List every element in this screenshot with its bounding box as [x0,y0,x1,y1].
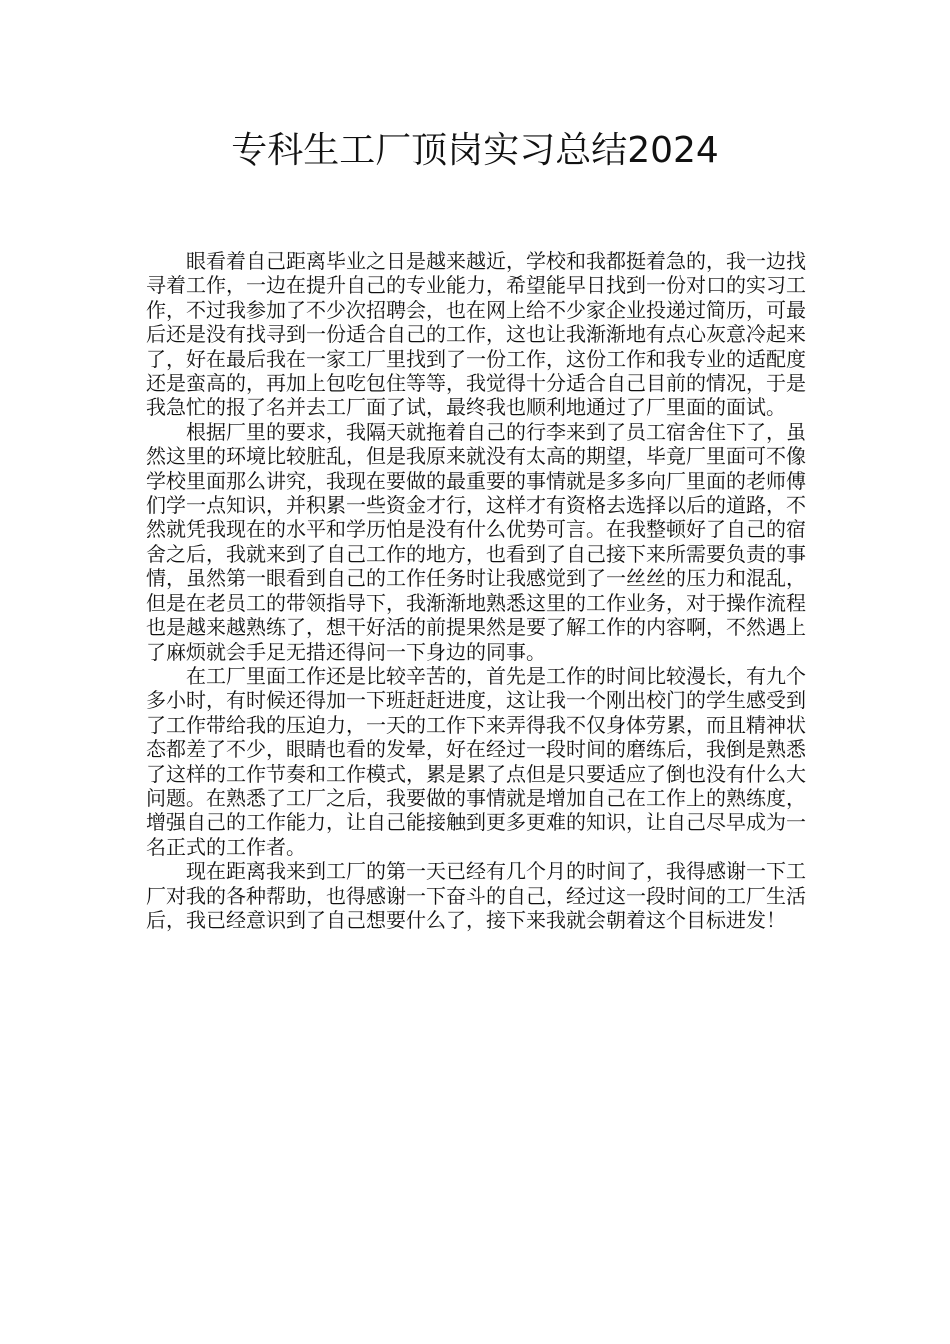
document-body [146,249,806,932]
paragraph-3: 在工厂里面工作还是比较辛苦的，首先是工作的时间比较漫长，有九个多小时，有时候还得加一下班赶赶进度，这让我一个刚出校门的学生感受到了工作带给我的压迫力，一天的工作下来弄得我不仅身体劳累，而且精神状态都差了不少，眼睛也看的发晕，好在经过一段时间的磨练后，我倒是熟悉了这样的工作节奏和工作模式，累是累了点但是只要适应了倒也没有什么大问题。在熟悉了工厂之后，我要做的事情就是增加自己在工作上的熟练度，增强自己的工作能力，让自己能接触到更多更难的知识，让自己尽早成为一名正式的工作者。 [146,663,806,859]
document-title: 专科生工厂顶岗实习总结2024 [231,130,719,171]
paragraph-4: 现在距离我来到工厂的第一天已经有几个月的时间了，我得感谢一下工厂对我的各种帮助，也得感谢一下奋斗的自己，经过这一段时间的工厂生活后，我已经意识到了自己想要什么了，接下来我就会朝着这个目标进发！ [146,859,806,932]
paragraph-2: 根据厂里的要求，我隔天就拖着自己的行李来到了员工宿舍住下了，虽然这里的环境比较脏乱，但是我原来就没有太高的期望，毕竟厂里面可不像学校里面那么讲究，我现在要做的最重要的事情就是多多向厂里面的老师傅们学一点知识，并积累一些资金才行，这样才有资格去选择以后的道路，不然就凭我现在的水平和学历怕是没有什么优势可言。在我整顿好了自己的宿舍之后，我就来到了自己工作的地方，也看到了自己接下来所需要负责的事情，虽然第一眼看到自己的工作任务时让我感觉到了一丝丝的压力和混乱，但是在老员工的带领指导下，我渐渐地熟悉这里的工作业务，对于操作流程也是越来越熟练了，想干好活的前提果然是要了解工作的内容啊，不然遇上了麻烦就会手足无措还得问一下身边的同事。 [146,419,806,664]
paragraph-1: 眼看着自己距离毕业之日是越来越近，学校和我都挺着急的，我一边找寻着工作，一边在提升自己的专业能力，希望能早日找到一份对口的实习工作，不过我参加了不少次招聘会，也在网上给不少家企业投递过简历，可最后还是没有找寻到一份适合自己的工作，这也让我渐渐地有点心灰意冷起来了，好在最后我在一家工厂里找到了一份工作，这份工作和我专业的适配度还是蛮高的，再加上包吃包住等等，我觉得十分适合自己目前的情况，于是我急忙的报了名并去工厂面了试，最终我也顺利地通过了厂里面的面试。 [146,249,806,420]
